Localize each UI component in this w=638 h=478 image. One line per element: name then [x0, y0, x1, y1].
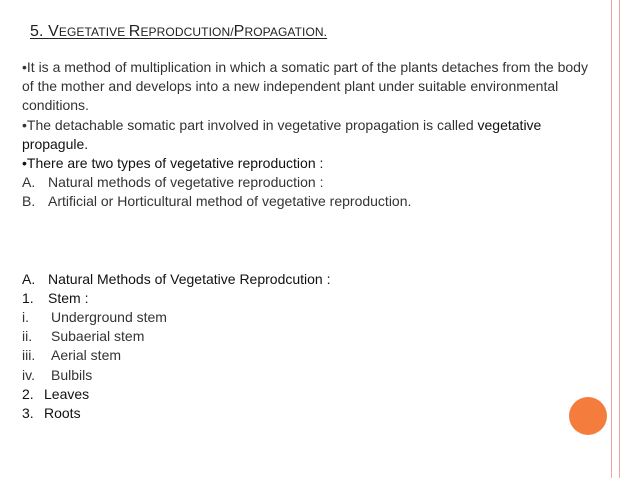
types-intro: •There are two types of vegetative reproduction : — [22, 155, 324, 172]
stem-item — [22, 366, 597, 385]
propagule-paragraph — [22, 116, 597, 154]
list-item-text: Underground stem — [51, 309, 167, 326]
leaves-heading-text: Leaves — [44, 385, 90, 402]
title-small-caps: EGETATIVE — [58, 25, 129, 39]
list-marker: ii. — [22, 328, 33, 345]
title-cap: R — [128, 23, 141, 40]
stem-heading-text: Stem : — [48, 289, 89, 306]
spacer — [22, 212, 597, 270]
propagule-text: •The detachable somatic part involved in vegetative propagation is called — [22, 116, 478, 133]
list-marker: 2. — [22, 385, 34, 402]
stem-heading — [22, 289, 597, 308]
propagule-term: vegetative propagule. — [22, 116, 542, 152]
list-item-text: Subaerial stem — [51, 328, 145, 345]
decorative-frame-line — [611, 0, 612, 478]
stem-item — [22, 327, 597, 346]
section-heading-text: Natural Methods of Vegetative Reprodcution : — [48, 270, 331, 287]
title-small-caps: ROPAGATION. — [244, 25, 328, 39]
list-item-text: Artificial or Horticultural method of vegetative reproduction. — [48, 193, 412, 210]
definition-paragraph: •It is a method of multiplication in which a somatic part of the plants detaches from the body of the mother and develops into a new independent plant under suitable environmental conditions. — [22, 59, 588, 114]
stem-item — [22, 308, 597, 327]
list-marker: i. — [22, 309, 29, 326]
type-item — [22, 192, 597, 211]
title-prefix: 5. — [30, 23, 49, 40]
roots-heading-text: Roots — [44, 405, 81, 422]
list-marker: 3. — [22, 405, 34, 422]
list-item-text: Natural methods of vegetative reproduction : — [48, 174, 324, 191]
leaves-heading — [22, 385, 597, 404]
slide-body — [22, 58, 597, 423]
title-cap: V — [48, 23, 59, 40]
section-heading — [22, 270, 597, 289]
list-marker: A. — [22, 270, 36, 287]
decorative-orange-circle — [569, 397, 607, 435]
list-item-text: Bulbils — [51, 366, 93, 383]
title-small-caps: EPRODCUTION/ — [140, 25, 234, 39]
decorative-frame-line — [619, 0, 620, 478]
stem-item — [22, 346, 597, 365]
type-item — [22, 173, 597, 192]
list-marker: iii. — [22, 347, 36, 364]
list-marker: A. — [22, 174, 36, 191]
list-marker: B. — [22, 193, 36, 210]
list-item-text: Aerial stem — [51, 347, 122, 364]
slide-title — [30, 23, 327, 41]
title-cap: P — [233, 23, 245, 40]
list-marker: 1. — [22, 289, 34, 306]
list-marker: iv. — [22, 366, 35, 383]
roots-heading — [22, 404, 597, 423]
